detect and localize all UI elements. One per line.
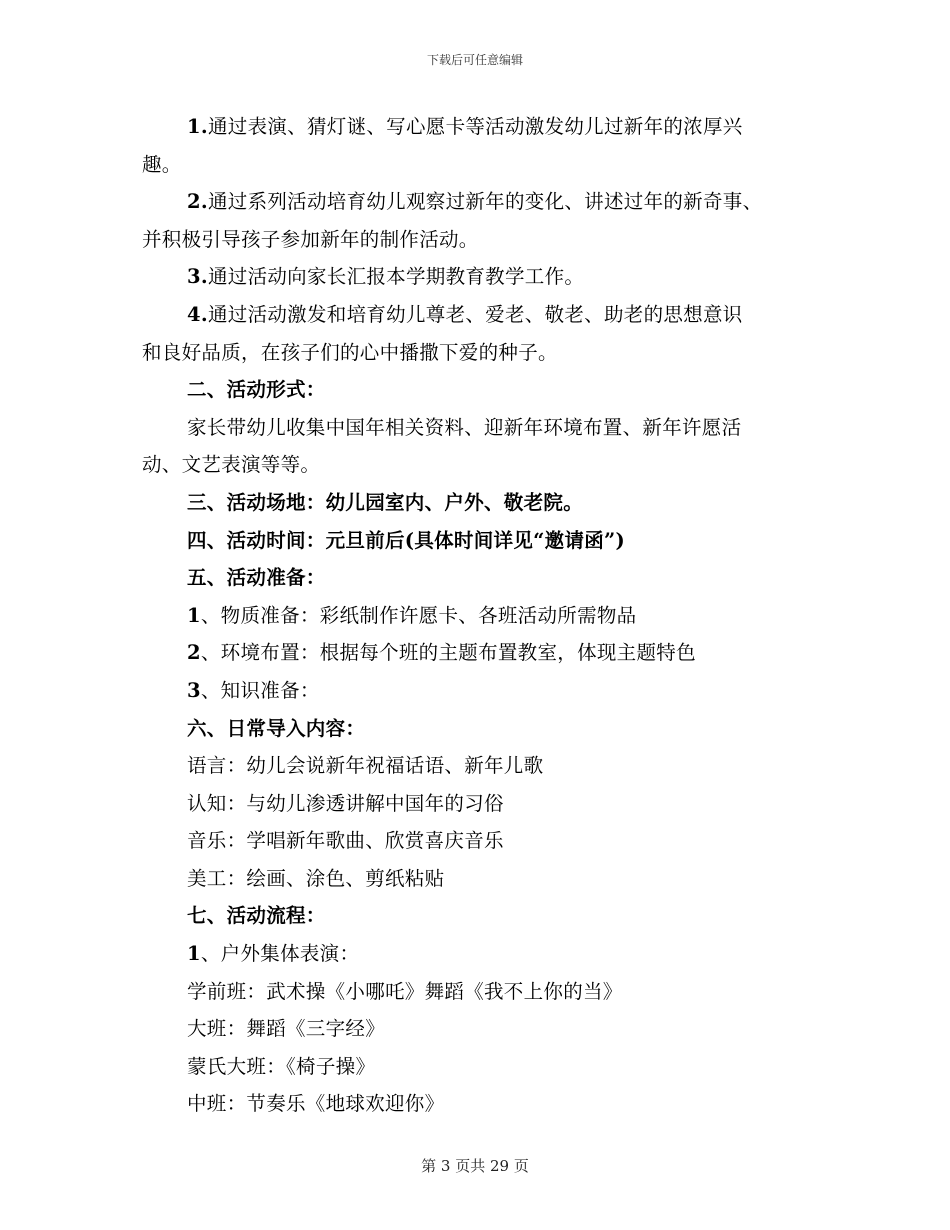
prep-item-1: 1、物质准备：彩纸制作许愿卡、各班活动所需物品: [187, 603, 637, 627]
list-item-2: 2.通过系列活动培育幼儿观察过新年的变化、讲述过年的新奇事、: [187, 190, 763, 214]
paragraph-line: 家长带幼儿收集中国年相关资料、迎新年环境布置、新年许愿活: [187, 415, 742, 439]
performance-middle-class: 中班：节奏乐《地球欢迎你》: [187, 1092, 445, 1116]
performance-preschool: 学前班：武术操《小哪吒》舞蹈《我不上你的当》: [187, 979, 623, 1003]
content-item-music: 音乐：学唱新年歌曲、欣赏喜庆音乐: [187, 829, 504, 853]
prep-item-2: 2、环境布置：根据每个班的主题布置教室，体现主题特色: [187, 641, 696, 665]
content-item-language: 语言：幼儿会说新年祝福话语、新年儿歌: [187, 754, 544, 778]
list-item-3: 3.通过活动向家长汇报本学期教育教学工作。: [187, 265, 585, 289]
section-heading-preparation: 五、活动准备：: [187, 566, 326, 590]
paragraph-line: 趣。: [142, 152, 182, 176]
process-item-1: 1、户外集体表演：: [187, 942, 360, 966]
paragraph-line: 动、文艺表演等等。: [142, 453, 321, 477]
prep-item-3: 3、知识准备：: [187, 678, 320, 702]
section-heading-daily-content: 六、日常导入内容：: [187, 716, 366, 740]
section-heading-form: 二、活动形式：: [187, 378, 326, 402]
performance-montessori-class: 蒙氏大班：《椅子操》: [187, 1054, 376, 1078]
list-item-4: 4.通过活动激发和培育幼儿尊老、爱老、敬老、助老的思想意识: [187, 302, 743, 326]
page-footer: 第 3 页共 29 页: [421, 1157, 529, 1175]
section-heading-venue: 三、活动场地：幼儿园室内、户外、敬老院。: [187, 490, 584, 514]
performance-senior-class: 大班：舞蹈《三字经》: [187, 1017, 386, 1041]
paragraph-line: 和良好品质，在孩子们的心中播撒下爱的种子。: [142, 340, 558, 364]
document-body: [142, 108, 808, 1123]
list-item-1: 1.通过表演、猜灯谜、写心愿卡等活动激发幼儿过新年的浓厚兴: [187, 115, 743, 138]
content-item-cognition: 认知：与幼儿渗透讲解中国年的习俗: [187, 791, 504, 815]
section-heading-time: 四、活动时间：元旦前后(具体时间详见“邀请函”): [187, 528, 626, 552]
section-heading-process: 七、活动流程：: [187, 904, 326, 928]
paragraph-line: 并积极引导孩子参加新年的制作活动。: [142, 227, 479, 251]
page-header: 下载后可任意编辑: [426, 53, 523, 67]
content-item-art: 美工：绘画、涂色、剪纸粘贴: [187, 866, 445, 890]
